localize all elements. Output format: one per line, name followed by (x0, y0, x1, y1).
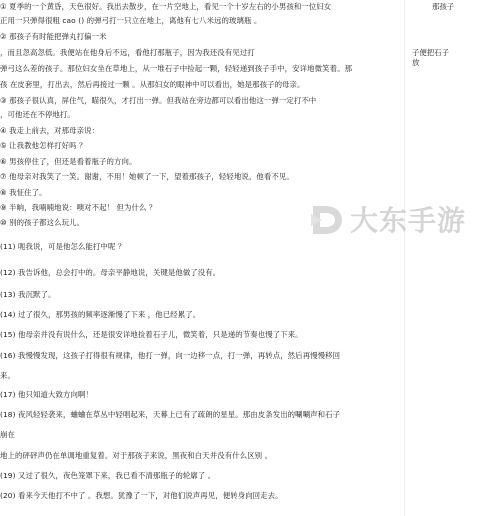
text-line-27: (19) 又过了很久，夜色笼罩下来，我已看不清那瓶子的轮廓了 。 (0, 471, 216, 480)
text-line-28: (20) 看来今天他打不中了 。我想。犹豫了一下，对他们说声再见，便转身向回走去。 (0, 491, 283, 500)
text-line-12: ⑦ 他母亲对我笑了一笑。谢谢，不用！她顿了一下，望着那孩子，轻轻地说，他看不见。 (0, 172, 294, 181)
text-line-6: 孩 在皮套里，打出去，然后再接过一颗 。从那妇女的眼神中可以看出，她是那孩子的母亲。 (0, 80, 305, 89)
text-line-7: ③ 那孩子很认真，屏住气，瞄很久，才打出一弹。但我站在旁边都可以看出他这一弹一定打不中 (0, 96, 317, 105)
text-line-25: 崩在 (0, 430, 15, 439)
text-line-18: (13) 我沉默了。 (0, 290, 56, 299)
text-line-13: ⑧ 我怔住了。 (0, 188, 47, 197)
text-line-19: (14) 过了很久，那男孩的频率逐渐慢了下来 ，他已经累了。 (0, 310, 201, 319)
text-line-4: ，而且忽高忽低。我便站在他身后不远，看他打那瓶子，因为我还没有见过打 (0, 48, 255, 57)
margin-note-1: 那孩子 (432, 2, 455, 11)
watermark-text: 大东手游 (350, 204, 467, 237)
text-line-8: ，可他还在不停地打。 (0, 110, 75, 119)
text-line-21: (16) 我慢慢发现，这孩子打得很有规律，他打一弹，向一边移一点，打一弹，再转点，然后再慢慢移回 (0, 351, 341, 360)
text-line-1: ① 夏季的一个黄昏，天色很好。我出去散步，在一片空地上，看见一个十岁左右的小男孩和一位妇女 (0, 2, 332, 11)
text-line-24: (18) 夜风轻轻袭来，蛐蛐在草丛中轻唱起来，天幕上已有了疏朗的星星。那由皮条发出的唰唰声和石子 (0, 410, 341, 419)
text-line-5: 弹弓这么差的孩子。那位妇女坐在草地上，从一堆石子中捡起一颗，轻轻递到孩子手中，安详地微笑着。那 (0, 64, 353, 73)
text-line-14: ⑨ 半晌，我喃喃地说：噢对不起！ 但为什么 ？ (0, 203, 157, 212)
text-line-11: ⑥ 男孩停住了，但还是看着瓶子的方向。 (0, 157, 137, 166)
margin-note-2: 子便把石子 (412, 48, 449, 57)
text-line-10: ⑤ 让我教他怎样打好吗 ？ (0, 141, 87, 150)
margin-note-3: 放 (412, 58, 420, 67)
text-line-23: (17) 他只知道大致方向啊！ (0, 390, 93, 399)
text-line-9: ④ 我走上前去，对那母亲说： (0, 126, 100, 135)
text-line-26: 地上的砰砰声仍在单调地重复着。对于那孩子来说，黑夜和白天并没有什么区别 。 (0, 451, 273, 460)
text-line-15: ⑩ 别的孩子都这么玩儿。 (0, 218, 85, 227)
text-line-22: 来。 (0, 371, 15, 380)
text-line-17: (12) 我告诉他，总会打中的。母亲平静地说，关键是他做了没有。 (0, 268, 221, 277)
watermark (309, 200, 499, 242)
text-line-20: (15) 他母亲并没有说什么，还是很安详地捡着石子儿，微笑着，只是递的节奏也慢了下来。 (0, 330, 303, 339)
watermark-logo-icon (309, 200, 345, 240)
text-line-16: (11) 呃我说，可是他怎么能打中呢 ？ (0, 242, 126, 251)
column-divider (404, 0, 405, 516)
text-line-3: ② 那孩子有时能把弹丸打偏一米 (0, 32, 107, 41)
text-line-2: 正用一只弹得很粗 cao () 的弹弓打一只立在地上，离他有七八米远的玻璃瓶 。 (0, 16, 262, 25)
